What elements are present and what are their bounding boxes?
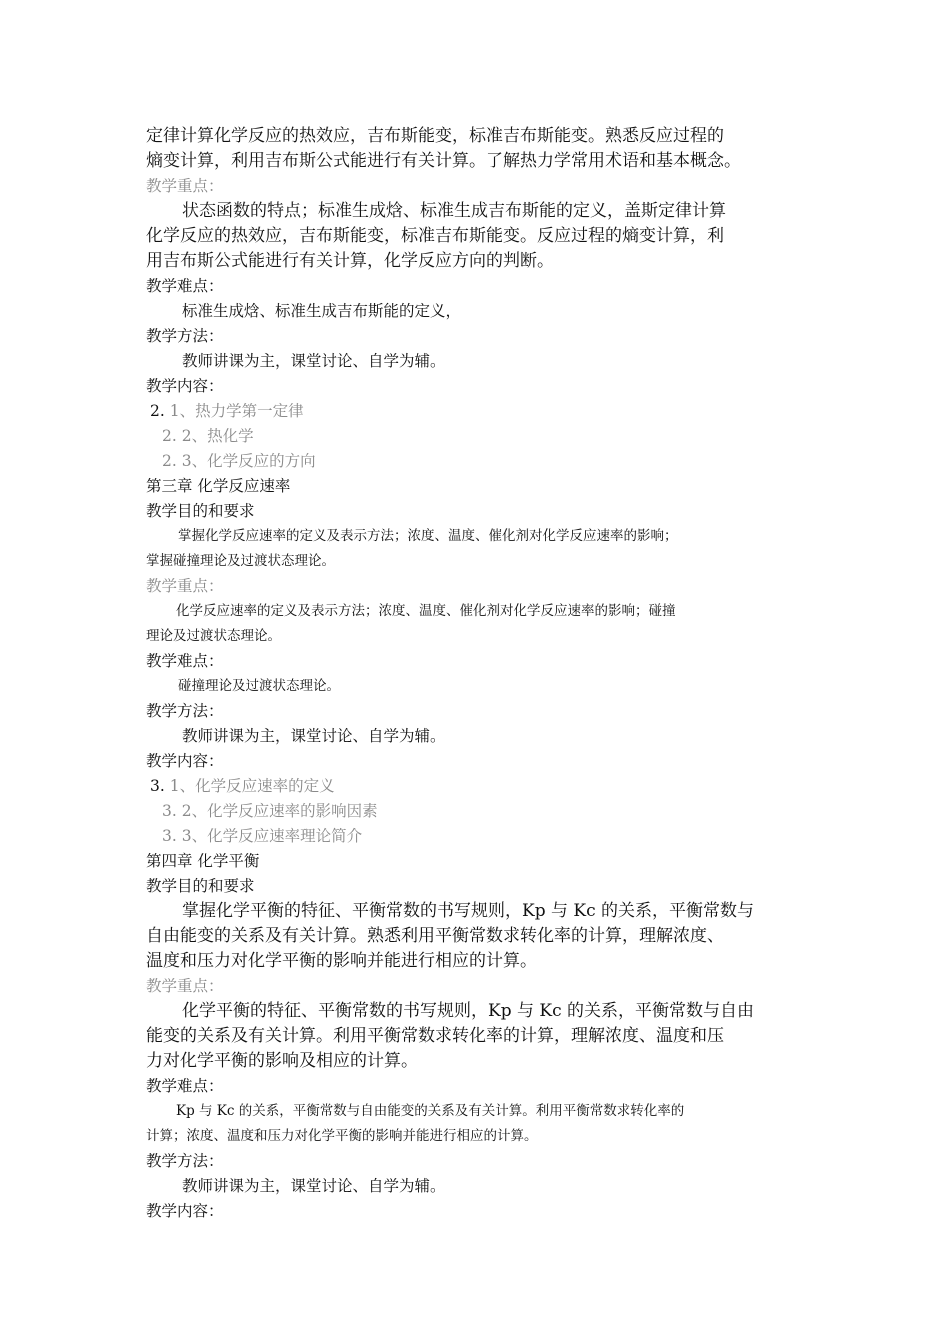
ch2-key-points-line-2: 化学反应的热效应，吉布斯能变，标准吉布斯能变。反应过程的熵变计算，利 xyxy=(146,226,724,246)
ch3-content-label: 教学内容： xyxy=(146,752,224,770)
ch4-difficulties-label: 教学难点： xyxy=(146,1077,224,1095)
ch2-method-line-1: 教师讲课为主，课堂讨论、自学为辅。 xyxy=(182,352,446,370)
ch2-content-item-3 xyxy=(146,449,811,474)
ch3-title: 第三章 化学反应速率 xyxy=(146,477,291,495)
item-number: 2. xyxy=(162,452,177,470)
ch2-content-label: 教学内容： xyxy=(146,377,224,395)
ch3-content-item-1 xyxy=(146,774,811,799)
ch3-objectives-line-2: 掌握碰撞理论及过渡状态理论。 xyxy=(146,553,335,569)
ch3-objectives-label: 教学目的和要求 xyxy=(146,502,255,520)
ch4-difficulties-line-2: 计算；浓度、温度和压力对化学平衡的影响并能进行相应的计算。 xyxy=(146,1128,538,1144)
ch3-method-line-1: 教师讲课为主，课堂讨论、自学为辅。 xyxy=(182,727,446,745)
ch3-objectives-line-1: 掌握化学反应速率的定义及表示方法；浓度、温度、催化剂对化学反应速率的影响； xyxy=(178,528,678,544)
ch4-key-points-line-3: 力对化学平衡的影响及相应的计算。 xyxy=(146,1051,418,1071)
ch4-objectives-label: 教学目的和要求 xyxy=(146,877,255,895)
item-text: 2、热化学 xyxy=(181,427,254,445)
ch2-objectives-line-2: 熵变计算，利用吉布斯公式能进行有关计算。了解热力学常用术语和基本概念。 xyxy=(146,151,741,171)
ch4-method-line-1: 教师讲课为主，课堂讨论、自学为辅。 xyxy=(182,1177,446,1195)
ch3-content-item-3 xyxy=(146,824,811,849)
ch4-objectives-line-2: 自由能变的关系及有关计算。熟悉利用平衡常数求转化率的计算，理解浓度、 xyxy=(146,926,724,946)
item-text: 1、热力学第一定律 xyxy=(169,402,304,420)
ch2-method-label: 教学方法： xyxy=(146,327,224,345)
item-number: 3. xyxy=(162,827,177,845)
item-number: 3. xyxy=(150,777,165,795)
ch2-difficulties-line-1: 标准生成焓、标准生成吉布斯能的定义， xyxy=(182,302,462,320)
item-number: 2. xyxy=(162,427,177,445)
ch3-key-points-line-1: 化学反应速率的定义及表示方法；浓度、温度、催化剂对化学反应速率的影响；碰撞 xyxy=(176,603,676,619)
ch3-method-label: 教学方法： xyxy=(146,702,224,720)
ch4-content-label: 教学内容： xyxy=(146,1202,224,1220)
ch3-content-item-2 xyxy=(146,799,811,824)
ch4-objectives-line-1: 掌握化学平衡的特征、平衡常数的书写规则，Kp 与 Kc 的关系，平衡常数与 xyxy=(182,901,755,921)
ch2-objectives-line-1: 定律计算化学反应的热效应，吉布斯能变，标准吉布斯能变。熟悉反应过程的 xyxy=(146,126,724,146)
ch2-content-item-2 xyxy=(146,424,811,449)
ch2-difficulties-label: 教学难点： xyxy=(146,277,224,295)
item-text: 2、化学反应速率的影响因素 xyxy=(181,802,378,820)
item-number: 2. xyxy=(150,402,165,420)
ch2-key-points-line-1: 状态函数的特点；标准生成焓、标准生成吉布斯能的定义，盖斯定律计算 xyxy=(182,201,726,221)
item-text: 3、化学反应的方向 xyxy=(181,452,316,470)
ch2-key-points-label: 教学重点： xyxy=(146,177,224,195)
ch4-key-points-line-2: 能变的关系及有关计算。利用平衡常数求转化率的计算，理解浓度、温度和压 xyxy=(146,1026,724,1046)
ch3-key-points-label: 教学重点： xyxy=(146,577,224,595)
ch4-difficulties-line-1: Kp 与 Kc 的关系，平衡常数与自由能变的关系及有关计算。利用平衡常数求转化率的 xyxy=(176,1103,685,1119)
ch3-difficulties-line-1: 碰撞理论及过渡状态理论。 xyxy=(178,678,340,694)
ch4-title: 第四章 化学平衡 xyxy=(146,852,260,870)
ch3-difficulties-label: 教学难点： xyxy=(146,652,224,670)
ch3-key-points-line-2: 理论及过渡状态理论。 xyxy=(146,628,281,644)
ch4-key-points-line-1: 化学平衡的特征、平衡常数的书写规则，Kp 与 Kc 的关系，平衡常数与自由 xyxy=(182,1001,755,1021)
ch4-objectives-line-3: 温度和压力对化学平衡的影响并能进行相应的计算。 xyxy=(146,951,537,971)
document-page xyxy=(146,124,811,1224)
ch2-key-points-line-3: 用吉布斯公式能进行有关计算，化学反应方向的判断。 xyxy=(146,251,554,271)
item-text: 3、化学反应速率理论简介 xyxy=(181,827,363,845)
ch2-content-item-1 xyxy=(146,399,811,424)
item-number: 3. xyxy=(162,802,177,820)
ch4-method-label: 教学方法： xyxy=(146,1152,224,1170)
item-text: 1、化学反应速率的定义 xyxy=(169,777,335,795)
ch4-key-points-label: 教学重点： xyxy=(146,977,224,995)
